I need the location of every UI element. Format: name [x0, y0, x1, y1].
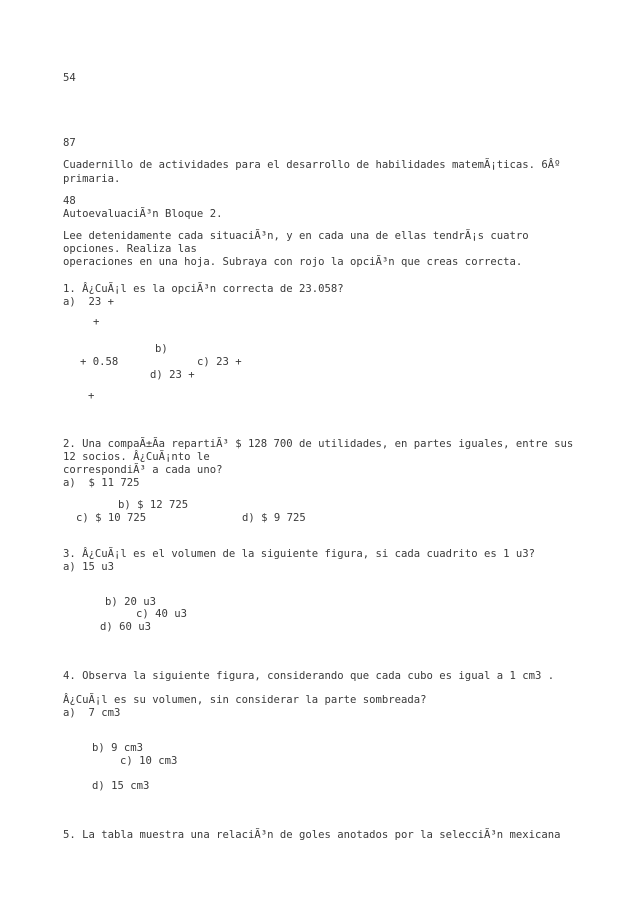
q4-line-2: Â¿CuÃ¡l es su volumen, sin considerar la parte sombreada? [63, 694, 427, 706]
page-num: 48 [63, 195, 76, 207]
q3-option-a: a) 15 u3 [63, 561, 115, 573]
instructions-line-2: opciones. Realiza las [63, 243, 197, 255]
q1-plus-1: + [93, 316, 100, 328]
q4-option-a: a) 7 cm3 [63, 707, 121, 719]
page-number-top: 54 [63, 72, 76, 84]
q2-line-2: 12 socios. Â¿CuÃ¡nto le [63, 451, 210, 463]
q1-option-a: a) 23 + [63, 296, 115, 308]
instructions-line-3: operaciones en una hoja. Subraya con rojo la opciÃ³n que creas correcta. [63, 256, 523, 268]
q2-line-1: 2. Una compaÃ±Ãa repartiÃ³ $ 128 700 de utilidades, en partes iguales, entre sus [63, 438, 574, 450]
q2-line-3: correspondiÃ³ a cada uno? [63, 464, 223, 476]
page-number-mid: 87 [63, 137, 76, 149]
q4-option-d: d) 15 cm3 [92, 780, 150, 792]
q1-plus-2: + [88, 390, 95, 402]
q3-option-c: c) 40 u3 [136, 608, 188, 620]
q1-option-b: b) [155, 343, 168, 355]
q4-line-1: 4. Observa la siguiente figura, considerando que cada cubo es igual a 1 cm3 . [63, 670, 555, 682]
instructions-line-1: Lee detenidamente cada situaciÃ³n, y en cada una de ellas tendrÃ¡s cuatro [63, 230, 529, 242]
q2-option-c: c) $ 10 725 [76, 512, 147, 524]
q3-option-d: d) 60 u3 [100, 621, 152, 633]
q3-question: 3. Â¿CuÃ¡l es el volumen de la siguiente figura, si cada cuadrito es 1 u3? [63, 548, 535, 560]
q2-option-b: b) $ 12 725 [118, 499, 189, 511]
header-line-2: primaria. [63, 173, 121, 185]
q1-option-b-value: + 0.58 [80, 356, 119, 368]
q1-option-c: c) 23 + [197, 356, 242, 368]
header-line-1: Cuadernillo de actividades para el desarrollo de habilidades matemÃ¡ticas. 6Âº [63, 159, 561, 171]
q2-option-a: a) $ 11 725 [63, 477, 140, 489]
q3-option-b: b) 20 u3 [105, 596, 157, 608]
q4-option-c: c) 10 cm3 [120, 755, 178, 767]
section-title: AutoevaluaciÃ³n Bloque 2. [63, 208, 223, 220]
q1-question: 1. Â¿CuÃ¡l es la opciÃ³n correcta de 23.058? [63, 283, 344, 295]
q5-line-1: 5. La tabla muestra una relaciÃ³n de goles anotados por la selecciÃ³n mexicana [63, 829, 561, 841]
q2-option-d: d) $ 9 725 [242, 512, 306, 524]
q4-option-b: b) 9 cm3 [92, 742, 144, 754]
q1-option-d: d) 23 + [150, 369, 195, 381]
